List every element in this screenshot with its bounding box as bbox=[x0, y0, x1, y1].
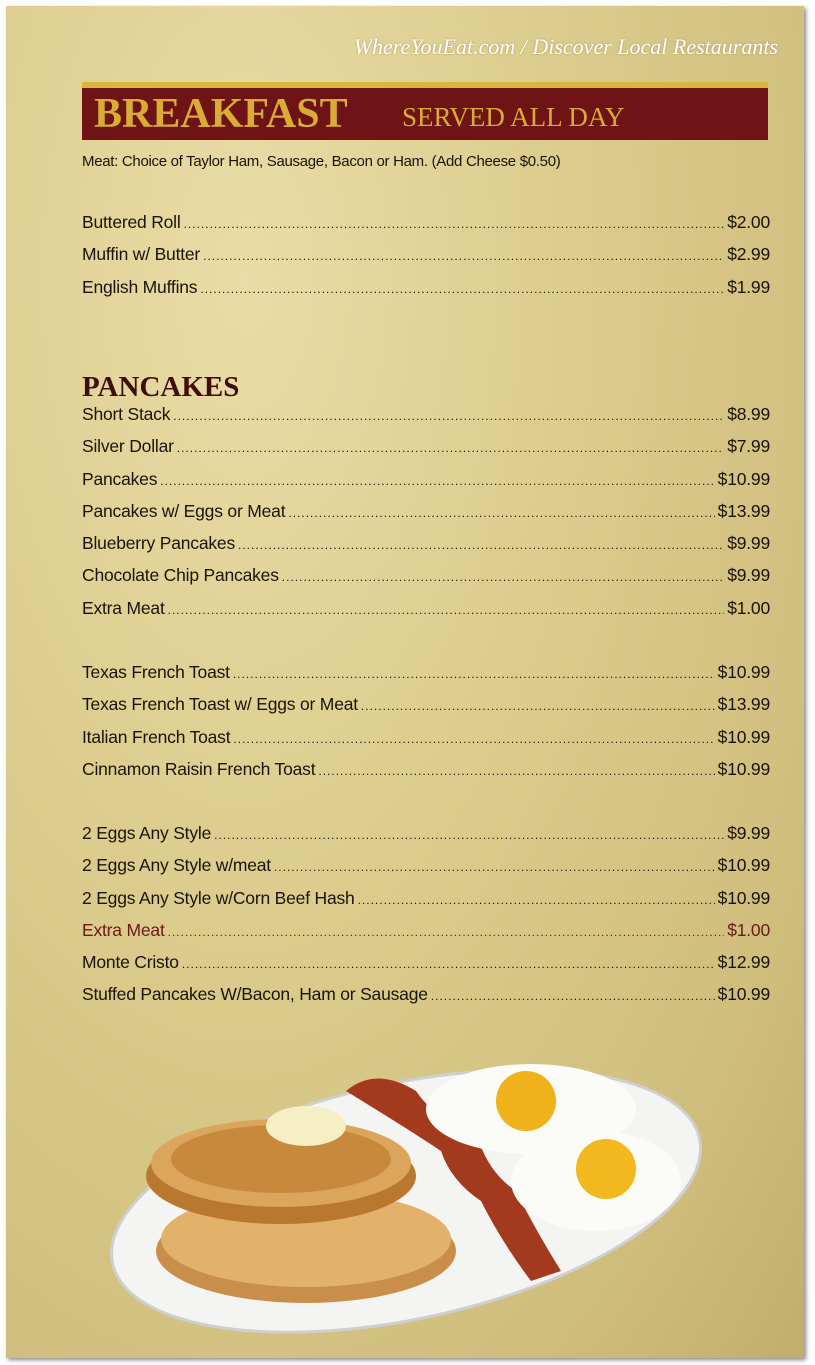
item-name: Buttered Roll bbox=[82, 212, 181, 232]
menu-item bbox=[82, 404, 770, 436]
item-price: $7.99 bbox=[727, 436, 770, 457]
breakfast-banner bbox=[82, 82, 768, 140]
meat-note: Meat: Choice of Taylor Ham, Sausage, Bacon or Ham. (Add Cheese $0.50) bbox=[82, 153, 561, 170]
item-name: 2 Eggs Any Style w/meat bbox=[82, 855, 271, 876]
menu-item bbox=[82, 662, 770, 694]
menu-item bbox=[82, 727, 770, 759]
dot-leader bbox=[233, 667, 715, 681]
item-price: $9.99 bbox=[727, 533, 770, 554]
dot-leader bbox=[177, 441, 724, 455]
item-price: $1.99 bbox=[727, 276, 770, 297]
item-price: $13.99 bbox=[717, 694, 770, 715]
menu-item bbox=[82, 436, 770, 468]
menu-item bbox=[82, 952, 770, 984]
item-name: Texas French Toast w/ Eggs or Meat bbox=[82, 694, 358, 715]
menu-item bbox=[82, 212, 770, 244]
dot-leader bbox=[233, 732, 714, 746]
item-price: $2.99 bbox=[727, 244, 770, 265]
menu-item bbox=[82, 920, 770, 952]
menu-page bbox=[6, 6, 804, 1358]
dot-leader bbox=[361, 699, 715, 713]
item-price: $12.99 bbox=[717, 952, 770, 973]
item-name: Extra Meat bbox=[82, 597, 165, 618]
dot-leader bbox=[288, 506, 714, 520]
item-name: 2 Eggs Any Style bbox=[82, 823, 212, 843]
item-price: $1.00 bbox=[727, 919, 770, 940]
dot-leader bbox=[358, 893, 715, 907]
dot-leader bbox=[318, 764, 714, 778]
menu-item bbox=[82, 888, 770, 920]
dot-leader bbox=[168, 603, 725, 617]
dot-leader bbox=[160, 474, 714, 488]
item-price: $13.99 bbox=[717, 500, 770, 521]
site-credit: WhereYouEat.com / Discover Local Restaurants bbox=[353, 34, 778, 59]
pancakes-heading: PANCAKES bbox=[82, 371, 240, 403]
dot-leader bbox=[168, 925, 725, 939]
item-name: Chocolate Chip Pancakes bbox=[82, 565, 279, 586]
dot-leader bbox=[214, 828, 724, 842]
menu-item bbox=[82, 501, 770, 533]
menu-item bbox=[82, 984, 770, 1016]
menu-item bbox=[82, 694, 770, 726]
pancakes-eggs-bacon-photo bbox=[101, 1051, 721, 1341]
item-price: $8.99 bbox=[727, 404, 770, 424]
item-name: Pancakes bbox=[82, 468, 158, 489]
item-name: Texas French Toast bbox=[82, 662, 230, 682]
item-name: Pancakes w/ Eggs or Meat bbox=[82, 500, 286, 521]
item-price: $10.99 bbox=[717, 468, 770, 489]
item-price: $10.99 bbox=[717, 758, 770, 779]
menu-item bbox=[82, 244, 770, 276]
menu-item bbox=[82, 759, 770, 791]
item-name: Muffin w/ Butter bbox=[82, 244, 201, 265]
item-name: Blueberry Pancakes bbox=[82, 533, 236, 554]
item-name: Short Stack bbox=[82, 404, 171, 424]
item-price: $1.00 bbox=[727, 597, 770, 618]
item-price: $9.99 bbox=[727, 823, 770, 843]
dot-leader bbox=[184, 217, 725, 231]
item-name: Italian French Toast bbox=[82, 726, 231, 747]
dot-leader bbox=[282, 570, 724, 584]
item-price: $10.99 bbox=[717, 984, 770, 1005]
menu-group-basics bbox=[82, 212, 770, 309]
menu-item bbox=[82, 598, 770, 630]
banner-subtitle: SERVED ALL DAY bbox=[402, 102, 625, 132]
menu-item bbox=[82, 855, 770, 887]
menu-group-eggs bbox=[82, 823, 770, 1017]
menu-item bbox=[82, 277, 770, 309]
item-price: $10.99 bbox=[717, 887, 770, 908]
item-price: $9.99 bbox=[727, 565, 770, 586]
item-name: Cinnamon Raisin French Toast bbox=[82, 758, 316, 779]
dot-leader bbox=[173, 409, 724, 423]
menu-item bbox=[82, 565, 770, 597]
menu-item bbox=[82, 533, 770, 565]
dot-leader bbox=[431, 989, 715, 1003]
dot-leader bbox=[203, 249, 724, 263]
menu-item bbox=[82, 469, 770, 501]
banner-title: BREAKFAST bbox=[94, 91, 348, 137]
item-name: Monte Cristo bbox=[82, 952, 179, 973]
dot-leader bbox=[238, 538, 724, 552]
item-price: $10.99 bbox=[717, 662, 770, 682]
dot-leader bbox=[274, 860, 715, 874]
menu-item bbox=[82, 823, 770, 855]
dot-leader bbox=[182, 957, 715, 971]
item-name: 2 Eggs Any Style w/Corn Beef Hash bbox=[82, 887, 355, 908]
item-name: Silver Dollar bbox=[82, 436, 174, 457]
dot-leader bbox=[200, 282, 724, 296]
menu-group-pancakes bbox=[82, 404, 770, 630]
menu-group-french-toast bbox=[82, 662, 770, 791]
item-price: $10.99 bbox=[717, 855, 770, 876]
item-name: Stuffed Pancakes W/Bacon, Ham or Sausage bbox=[82, 984, 428, 1005]
item-name: Extra Meat bbox=[82, 919, 165, 940]
item-price: $10.99 bbox=[717, 726, 770, 747]
item-name: English Muffins bbox=[82, 276, 198, 297]
item-price: $2.00 bbox=[727, 212, 770, 232]
